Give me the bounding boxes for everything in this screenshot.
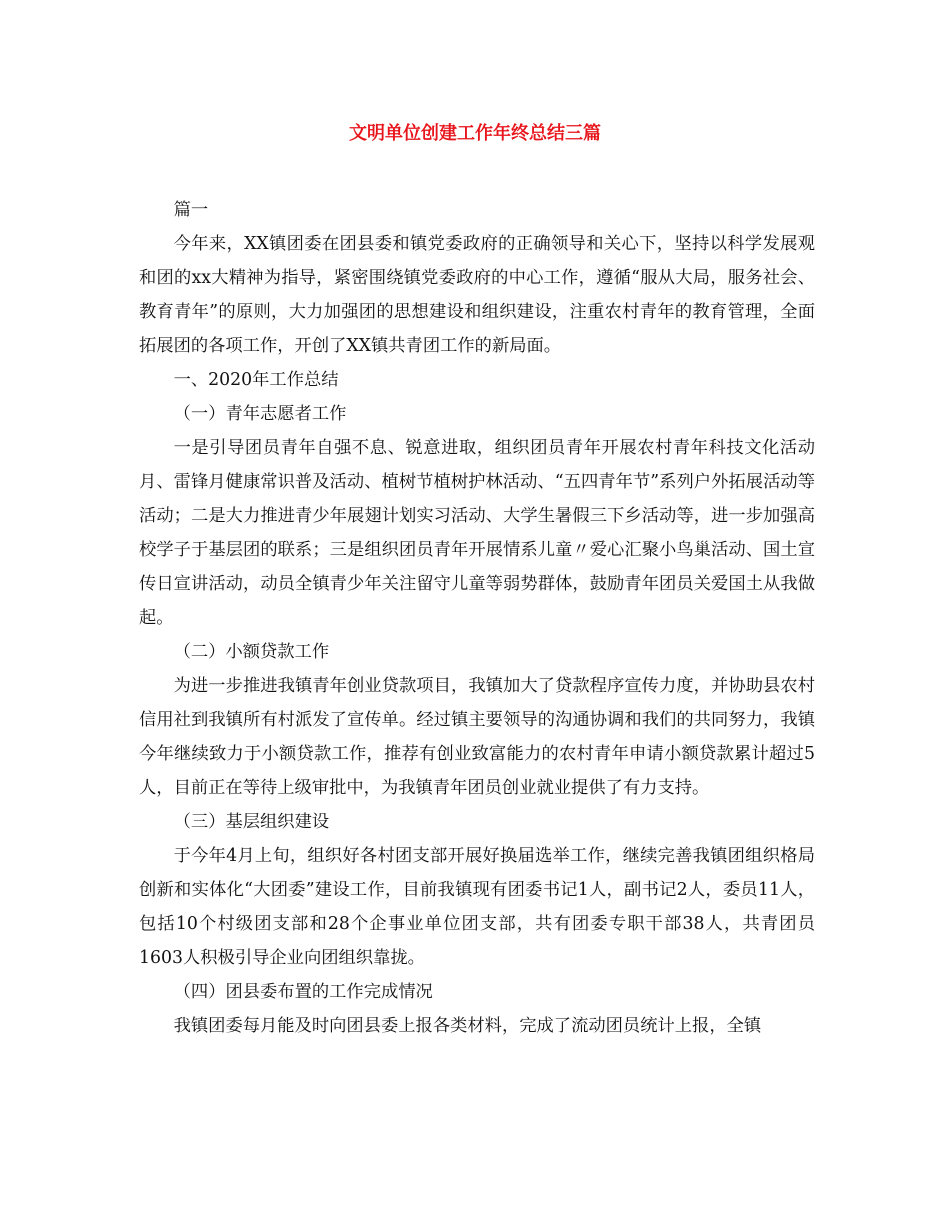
body-paragraph: 于今年4月上旬，组织好各村团支部开展好换届选举工作，继续完善我镇团组织格局创新和实体化“大团委”建设工作，目前我镇现有团委书记1人，副书记2人，委员11人，包括10个村级团支部和28个企事业单位团支部，共有团委专职干部38人，共青团员1603人积极引导企业向团组织靠拢。: [139, 846, 815, 968]
section-heading: 一、2020年工作总结: [173, 370, 339, 390]
subsection-heading: （四）团县委布置的工作完成情况: [173, 982, 433, 1002]
subsection-heading: （二）小额贷款工作: [173, 642, 330, 662]
subsection-heading: （一）青年志愿者工作: [173, 404, 347, 424]
body-paragraph: 为进一步推进我镇青年创业贷款项目，我镇加大了贷款程序宣传力度，并协助县农村信用社到我镇所有村派发了宣传单。经过镇主要领导的沟通协调和我们的共同努力，我镇今年继续致力于小额贷款工作，推荐有创业致富能力的农村青年申请小额贷款累计超过5人，目前正在等待上级审批中，为我镇青年团员创业就业提供了有力支持。: [139, 676, 815, 798]
subsection-heading: （三）基层组织建设: [173, 812, 330, 832]
body-paragraph: 一是引导团员青年自强不息、锐意进取，组织团员青年开展农村青年科技文化活动月、雷锋月健康常识普及活动、植树节植树护林活动、“五四青年节”系列户外拓展活动等活动；二是大力推进青少年展翅计划实习活动、大学生暑假三下乡活动等，进一步加强高校学子于基层团的联系；三是组织团员青年开展情系儿童〃爱心汇聚小鸟巢活动、国土宣传日宣讲活动，动员全镇青少年关注留守儿童等弱势群体，鼓励青年团员关爱国土从我做起。: [139, 438, 815, 628]
document-body: [139, 193, 815, 1043]
body-paragraph: 我镇团委每月能及时向团县委上报各类材料，完成了流动团员统计上报，全镇: [173, 1016, 762, 1036]
document-title: 文明单位创建工作年终总结三篇: [349, 123, 601, 144]
intro-paragraph: 今年来，XX镇团委在团县委和镇党委政府的正确领导和关心下，坚持以科学发展观和团的xx大精神为指导，紧密围绕镇党委政府的中心工作，遵循“服从大局，服务社会、教育青年”的原则，大力加强团的思想建设和组织建设，注重农村青年的教育管理，全面拓展团的各项工作，开创了XX镇共青团工作的新局面。: [139, 234, 815, 356]
section-label: 篇一: [173, 200, 209, 220]
